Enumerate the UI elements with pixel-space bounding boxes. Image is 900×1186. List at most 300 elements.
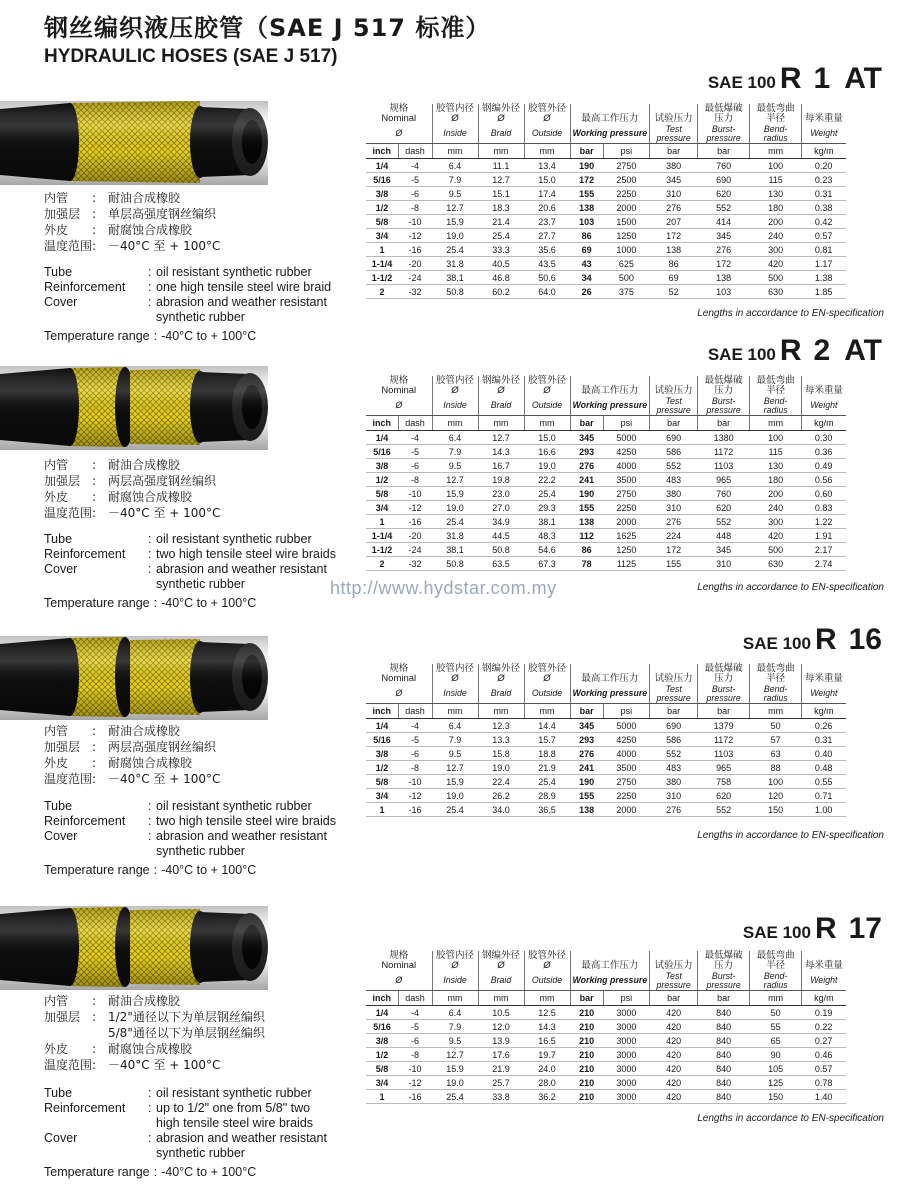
table-cell: 240 xyxy=(750,229,802,243)
table-cell: 500 xyxy=(750,543,802,557)
table-cell: 63.5 xyxy=(478,557,524,571)
table-cell: 27.7 xyxy=(524,229,570,243)
table-cell: 103 xyxy=(570,215,603,229)
header-test_cn: 试验压力 xyxy=(650,664,698,684)
table-cell: 15.9 xyxy=(432,215,478,229)
table-cell: 5/8 xyxy=(366,487,398,501)
spec-value-cn: －40°C 至 + 100°C xyxy=(108,506,221,520)
table-cell: 552 xyxy=(698,201,750,215)
header-wp-en: Working pressure xyxy=(570,124,650,144)
table-cell: 420 xyxy=(650,1034,698,1048)
header-outside_en: Outside xyxy=(524,684,570,704)
table-row xyxy=(366,1076,846,1090)
table-cell: 0.36 xyxy=(802,445,846,459)
table-cell: 155 xyxy=(570,789,603,803)
spec-row-en xyxy=(44,532,346,547)
spec-row-en xyxy=(44,310,346,325)
table-cell: 25.4 xyxy=(432,1090,478,1104)
table-cell: 54.6 xyxy=(524,543,570,557)
table-row xyxy=(366,159,846,173)
table-row xyxy=(366,243,846,257)
spec-label-cn: 温度范围 xyxy=(44,1058,93,1072)
table-cell: 14.4 xyxy=(524,719,570,733)
spec-row-temp xyxy=(44,1165,346,1180)
table-cell: 21.9 xyxy=(478,1062,524,1076)
unit-cell: inch xyxy=(366,416,398,431)
spec-row-cn xyxy=(44,771,220,787)
spec-row-en xyxy=(44,295,346,310)
spec-row-cn xyxy=(44,505,220,521)
spec-value-cn: 5/8"通径以下为单层钢丝编织 xyxy=(108,1026,265,1040)
table-cell: 3500 xyxy=(603,473,649,487)
table-cell: 31.8 xyxy=(432,257,478,271)
spec-value-en: synthetic rubber xyxy=(156,844,245,858)
spec-label-en xyxy=(44,577,148,592)
table-cell: 40.5 xyxy=(478,257,524,271)
spec-row-temp xyxy=(44,863,346,878)
unit-cell: dash xyxy=(398,144,432,159)
table-row xyxy=(366,775,846,789)
spec-colon: : xyxy=(148,1101,152,1115)
table-cell: 33.3 xyxy=(478,243,524,257)
series-r: R xyxy=(814,623,837,656)
header-nominal-cn: 规格 xyxy=(389,103,409,114)
header-inside_cn-text: 胶管内径 xyxy=(435,950,474,961)
unit-cell: psi xyxy=(603,991,649,1006)
spec-colon: : xyxy=(153,1165,158,1179)
spec-value-cn: 两层高强度钢丝编织 xyxy=(108,474,217,488)
table-cell: 180 xyxy=(750,201,802,215)
table-cell: 7.9 xyxy=(432,445,478,459)
spec-row-cn xyxy=(44,238,220,254)
table-cell: 420 xyxy=(650,1062,698,1076)
table-cell: -4 xyxy=(398,159,432,173)
spec-label-en: Reinforcement xyxy=(44,280,126,294)
spec-row-cn xyxy=(44,1057,265,1073)
header-weight_cn: 每米重量 xyxy=(804,673,843,684)
spec-colon: : xyxy=(148,829,152,843)
header-nominal-symbol xyxy=(366,124,432,144)
table-cell: 172 xyxy=(650,543,698,557)
page-title-cn: 钢丝编织液压胶管（SAE J 517 标准） xyxy=(44,14,491,42)
spec-value-en: two high tensile steel wire braids xyxy=(156,814,336,828)
table-cell: -10 xyxy=(398,775,432,789)
table-cell: 4250 xyxy=(603,445,649,459)
header-burst_en: Burst-pressure xyxy=(698,684,750,704)
table-cell: 207 xyxy=(650,215,698,229)
table-cell: 3/4 xyxy=(366,789,398,803)
unit-cell: mm xyxy=(750,704,802,719)
spec-colon xyxy=(148,577,156,592)
table-cell: 2.74 xyxy=(802,557,846,571)
table-cell: 1.85 xyxy=(802,285,846,299)
header-inside_cn-symbol: Ø xyxy=(451,113,459,124)
header-nominal-sym: Ø xyxy=(395,128,403,138)
spec-label-cn: 温度范围 xyxy=(44,506,93,520)
table-cell: 758 xyxy=(698,775,750,789)
series-code: 17 xyxy=(848,912,882,945)
table-cell: 150 xyxy=(750,1090,802,1104)
spec-colon: : xyxy=(148,295,152,309)
table-cell: -32 xyxy=(398,285,432,299)
table-cell: 0.19 xyxy=(802,1006,846,1020)
table-cell: 9.5 xyxy=(432,1034,478,1048)
table-cell: 43 xyxy=(570,257,603,271)
header-braid_cn xyxy=(478,951,524,971)
table-cell: 2.17 xyxy=(802,543,846,557)
table-cell: 155 xyxy=(650,557,698,571)
table-cell: 1/2 xyxy=(366,201,398,215)
table-cell: 12.7 xyxy=(478,431,524,445)
header-test_en: Test pressure xyxy=(650,684,698,704)
header-nominal-symbol xyxy=(366,684,432,704)
spec-label-cn: 内管 xyxy=(44,458,69,472)
header-weight_en: Weight xyxy=(802,971,846,991)
table-cell: 172 xyxy=(650,229,698,243)
table-cell: 500 xyxy=(603,271,649,285)
spec-label-en xyxy=(44,1116,148,1131)
table-cell: 100 xyxy=(750,159,802,173)
table-cell: 200 xyxy=(750,487,802,501)
table-cell: 2000 xyxy=(603,515,649,529)
table-cell: 840 xyxy=(698,1006,750,1020)
table-cell: 6.4 xyxy=(432,431,478,445)
spec-label-en: Cover xyxy=(44,562,78,576)
series-title xyxy=(743,623,882,657)
header-bend_cn: 最低弯曲半径 xyxy=(750,951,802,971)
series-r: R xyxy=(779,62,802,95)
spec-colon: : xyxy=(92,506,97,520)
unit-cell: mm xyxy=(750,416,802,431)
table-cell: 1.00 xyxy=(802,803,846,817)
spec-label-en: Reinforcement xyxy=(44,547,126,561)
header-burst_en: Burst-pressure xyxy=(698,124,750,144)
header-braid_cn-symbol: Ø xyxy=(497,113,505,124)
spec-value-en: synthetic rubber xyxy=(156,1146,245,1160)
table-cell: 210 xyxy=(570,1062,603,1076)
header-burst_cn: 最低爆破压力 xyxy=(698,664,750,684)
table-cell: 25.7 xyxy=(478,1076,524,1090)
table-cell: 14.3 xyxy=(524,1020,570,1034)
spec-colon xyxy=(148,1146,156,1161)
spec-colon: : xyxy=(148,562,152,576)
table-cell: 690 xyxy=(698,173,750,187)
length-note: Lengths in accordance to EN-specification xyxy=(697,308,884,319)
table-row xyxy=(366,1006,846,1020)
spec-value-en: high tensile steel wire braids xyxy=(156,1116,314,1130)
table-cell: 1000 xyxy=(603,243,649,257)
table-cell: -16 xyxy=(398,515,432,529)
table-cell: 620 xyxy=(698,501,750,515)
series-r: R xyxy=(814,912,837,945)
table-cell: 86 xyxy=(650,257,698,271)
table-row xyxy=(366,719,846,733)
spec-colon xyxy=(92,1025,108,1041)
header-outside_cn xyxy=(524,376,570,396)
table-cell: -5 xyxy=(398,445,432,459)
header-weight_en: Weight xyxy=(802,396,846,416)
header-weight_cn: 每米重量 xyxy=(804,113,843,124)
table-cell: 125 xyxy=(750,1076,802,1090)
spec-label-cn: 内管 xyxy=(44,191,69,205)
table-cell: 1172 xyxy=(698,445,750,459)
table-cell: 5000 xyxy=(603,719,649,733)
header-braid_en: Braid xyxy=(478,971,524,991)
table-cell: 1.22 xyxy=(802,515,846,529)
table-cell: 1379 xyxy=(698,719,750,733)
table-cell: 16.7 xyxy=(478,459,524,473)
table-cell: 0.40 xyxy=(802,747,846,761)
table-cell: -32 xyxy=(398,557,432,571)
unit-cell: inch xyxy=(366,144,398,159)
table-cell: 760 xyxy=(698,159,750,173)
table-cell: -6 xyxy=(398,187,432,201)
header-test_en: Test pressure xyxy=(650,396,698,416)
table-cell: 12.7 xyxy=(432,201,478,215)
table-cell: 26.2 xyxy=(478,789,524,803)
spec-row-cn xyxy=(44,1025,265,1041)
header-burst_en: Burst-pressure xyxy=(698,971,750,991)
table-cell: 2000 xyxy=(603,201,649,215)
table-cell: 3500 xyxy=(603,761,649,775)
table-cell: 276 xyxy=(698,243,750,257)
unit-cell: mm xyxy=(432,991,478,1006)
table-cell: 380 xyxy=(650,487,698,501)
table-cell: 630 xyxy=(750,285,802,299)
spec-table xyxy=(366,951,846,1104)
spec-label-cn: 加强层 xyxy=(44,207,81,221)
spec-value-en: abrasion and weather resistant xyxy=(156,295,327,309)
header-outside_cn-text: 胶管外径 xyxy=(527,375,566,386)
table-cell: 300 xyxy=(750,515,802,529)
spec-colon: : xyxy=(153,596,158,610)
table-cell: 552 xyxy=(698,803,750,817)
table-cell: 840 xyxy=(698,1090,750,1104)
table-cell: 15.7 xyxy=(524,733,570,747)
table-cell: 138 xyxy=(570,515,603,529)
table-cell: 15.9 xyxy=(432,1062,478,1076)
header-test_en: Test pressure xyxy=(650,124,698,144)
table-cell: 2750 xyxy=(603,487,649,501)
table-cell: 3/4 xyxy=(366,1076,398,1090)
table-row xyxy=(366,257,846,271)
spec-row-en xyxy=(44,1086,346,1101)
table-cell: 552 xyxy=(650,747,698,761)
table-cell: 12.7 xyxy=(432,473,478,487)
table-cell: 276 xyxy=(650,803,698,817)
table-cell: 1/4 xyxy=(366,159,398,173)
table-cell: 64.0 xyxy=(524,285,570,299)
table-cell: 241 xyxy=(570,473,603,487)
spec-value-en: oil resistant synthetic rubber xyxy=(156,532,312,546)
table-row xyxy=(366,215,846,229)
table-cell: 310 xyxy=(650,789,698,803)
header-braid_cn xyxy=(478,376,524,396)
spec-row-en xyxy=(44,562,346,577)
unit-cell: mm xyxy=(524,991,570,1006)
table-cell: 552 xyxy=(650,459,698,473)
table-cell: 620 xyxy=(698,187,750,201)
table-cell: 420 xyxy=(650,1048,698,1062)
header-weight_cn: 每米重量 xyxy=(804,385,843,396)
table-cell: 210 xyxy=(570,1006,603,1020)
table-cell: 3000 xyxy=(603,1048,649,1062)
hose-illustration xyxy=(0,630,285,725)
table-cell: 138 xyxy=(650,243,698,257)
table-cell: 1 xyxy=(366,803,398,817)
table-cell: 2500 xyxy=(603,173,649,187)
table-row xyxy=(366,803,846,817)
spec-label-en: Reinforcement xyxy=(44,1101,126,1115)
table-cell: 1.40 xyxy=(802,1090,846,1104)
spec-value-cn: 耐油合成橡胶 xyxy=(108,724,181,738)
spec-colon: : xyxy=(153,329,158,343)
table-cell: 840 xyxy=(698,1020,750,1034)
header-outside_cn-symbol: Ø xyxy=(543,113,551,124)
table-cell: 0.22 xyxy=(802,1020,846,1034)
table-cell: 19.7 xyxy=(524,1048,570,1062)
table-cell: 1.91 xyxy=(802,529,846,543)
table-cell: -6 xyxy=(398,1034,432,1048)
table-cell: 27.0 xyxy=(478,501,524,515)
spec-label-en xyxy=(44,310,148,325)
spec-colon: : xyxy=(148,1086,152,1100)
table-cell: 63 xyxy=(750,747,802,761)
table-cell: 36.2 xyxy=(524,1090,570,1104)
spec-label-cn: 加强层 xyxy=(44,474,81,488)
table-cell: 10.5 xyxy=(478,1006,524,1020)
table-cell: 276 xyxy=(570,459,603,473)
specs-chinese xyxy=(44,993,265,1073)
table-cell: -6 xyxy=(398,747,432,761)
table-cell: 2000 xyxy=(603,803,649,817)
table-cell: 115 xyxy=(750,445,802,459)
header-braid_en: Braid xyxy=(478,124,524,144)
spec-row-cn xyxy=(44,1009,265,1025)
table-cell: 345 xyxy=(698,543,750,557)
table-cell: 0.57 xyxy=(802,229,846,243)
spec-colon xyxy=(148,1116,156,1131)
header-nominal-sym: Ø xyxy=(395,400,403,410)
spec-colon xyxy=(148,310,156,325)
spec-value-en: synthetic rubber xyxy=(156,577,245,591)
table-cell: 88 xyxy=(750,761,802,775)
table-cell: 3000 xyxy=(603,1034,649,1048)
table-cell: 190 xyxy=(570,487,603,501)
table-cell: 4000 xyxy=(603,747,649,761)
table-cell: 13.9 xyxy=(478,1034,524,1048)
header-inside_cn-symbol: Ø xyxy=(451,385,459,396)
table-cell: -24 xyxy=(398,271,432,285)
table-cell: 36.5 xyxy=(524,803,570,817)
table-cell: 241 xyxy=(570,761,603,775)
table-cell: 34 xyxy=(570,271,603,285)
table-cell: 65 xyxy=(750,1034,802,1048)
spec-label-cn: 温度范围 xyxy=(44,772,93,786)
table-cell: 224 xyxy=(650,529,698,543)
table-cell: 172 xyxy=(570,173,603,187)
length-note: Lengths in accordance to EN-specification xyxy=(697,582,884,593)
table-cell: 23.0 xyxy=(478,487,524,501)
table-cell: 29.3 xyxy=(524,501,570,515)
table-cell: 3/8 xyxy=(366,459,398,473)
header-nominal-sym: Ø xyxy=(395,688,403,698)
spec-label-cn: 加强层 xyxy=(44,740,81,754)
table-cell: 13.3 xyxy=(478,733,524,747)
table-cell: 69 xyxy=(650,271,698,285)
table-cell: 12.3 xyxy=(478,719,524,733)
header-weight_en: Weight xyxy=(802,124,846,144)
spec-row-cn xyxy=(44,190,220,206)
table-cell: 0.78 xyxy=(802,1076,846,1090)
table-row xyxy=(366,431,846,445)
table-cell: 1/4 xyxy=(366,431,398,445)
table-cell: 112 xyxy=(570,529,603,543)
table-row xyxy=(366,529,846,543)
table-cell: 345 xyxy=(698,229,750,243)
header-braid_cn-symbol: Ø xyxy=(497,385,505,396)
table-cell: 103 xyxy=(698,285,750,299)
table-row xyxy=(366,285,846,299)
table-cell: 1.17 xyxy=(802,257,846,271)
table-cell: 3/8 xyxy=(366,1034,398,1048)
table-cell: 2 xyxy=(366,285,398,299)
spec-label-en: Cover xyxy=(44,1131,78,1145)
spec-label-en: Temperature range xyxy=(44,863,150,877)
table-cell: 760 xyxy=(698,487,750,501)
header-wp-cn: 最高工作压力 xyxy=(570,376,650,396)
unit-cell: psi xyxy=(603,416,649,431)
header-outside_en: Outside xyxy=(524,124,570,144)
table-cell: 26 xyxy=(570,285,603,299)
table-cell: 15.9 xyxy=(432,775,478,789)
spec-colon: : xyxy=(148,280,152,294)
table-cell: 1625 xyxy=(603,529,649,543)
unit-cell: mm xyxy=(750,991,802,1006)
table-row xyxy=(366,1090,846,1104)
table-cell: 1-1/2 xyxy=(366,271,398,285)
table-cell: -6 xyxy=(398,459,432,473)
table-cell: 965 xyxy=(698,473,750,487)
table-cell: 620 xyxy=(698,789,750,803)
spec-label-cn: 内管 xyxy=(44,994,69,1008)
table-cell: 276 xyxy=(570,747,603,761)
header-burst_cn: 最低爆破压力 xyxy=(698,951,750,971)
header-braid_en: Braid xyxy=(478,396,524,416)
spec-label-en: Tube xyxy=(44,799,73,813)
spec-label-en xyxy=(44,844,148,859)
table-cell: 130 xyxy=(750,459,802,473)
table-cell: 19.0 xyxy=(432,789,478,803)
table-cell: 0.81 xyxy=(802,243,846,257)
spec-row-cn xyxy=(44,473,220,489)
table-cell: 5/8 xyxy=(366,775,398,789)
spec-label-en: Tube xyxy=(44,265,73,279)
header-burst_cn: 最低爆破压力 xyxy=(698,104,750,124)
table-cell: 210 xyxy=(570,1034,603,1048)
table-cell: 2 xyxy=(366,557,398,571)
table-cell: 115 xyxy=(750,173,802,187)
table-cell: 630 xyxy=(750,557,802,571)
table-cell: 1/4 xyxy=(366,719,398,733)
spec-row-en xyxy=(44,829,346,844)
hose-illustration xyxy=(0,95,285,190)
table-cell: 60.2 xyxy=(478,285,524,299)
table-cell: 7.9 xyxy=(432,733,478,747)
table-cell: 150 xyxy=(750,803,802,817)
table-cell: 50.6 xyxy=(524,271,570,285)
table-cell: 240 xyxy=(750,501,802,515)
